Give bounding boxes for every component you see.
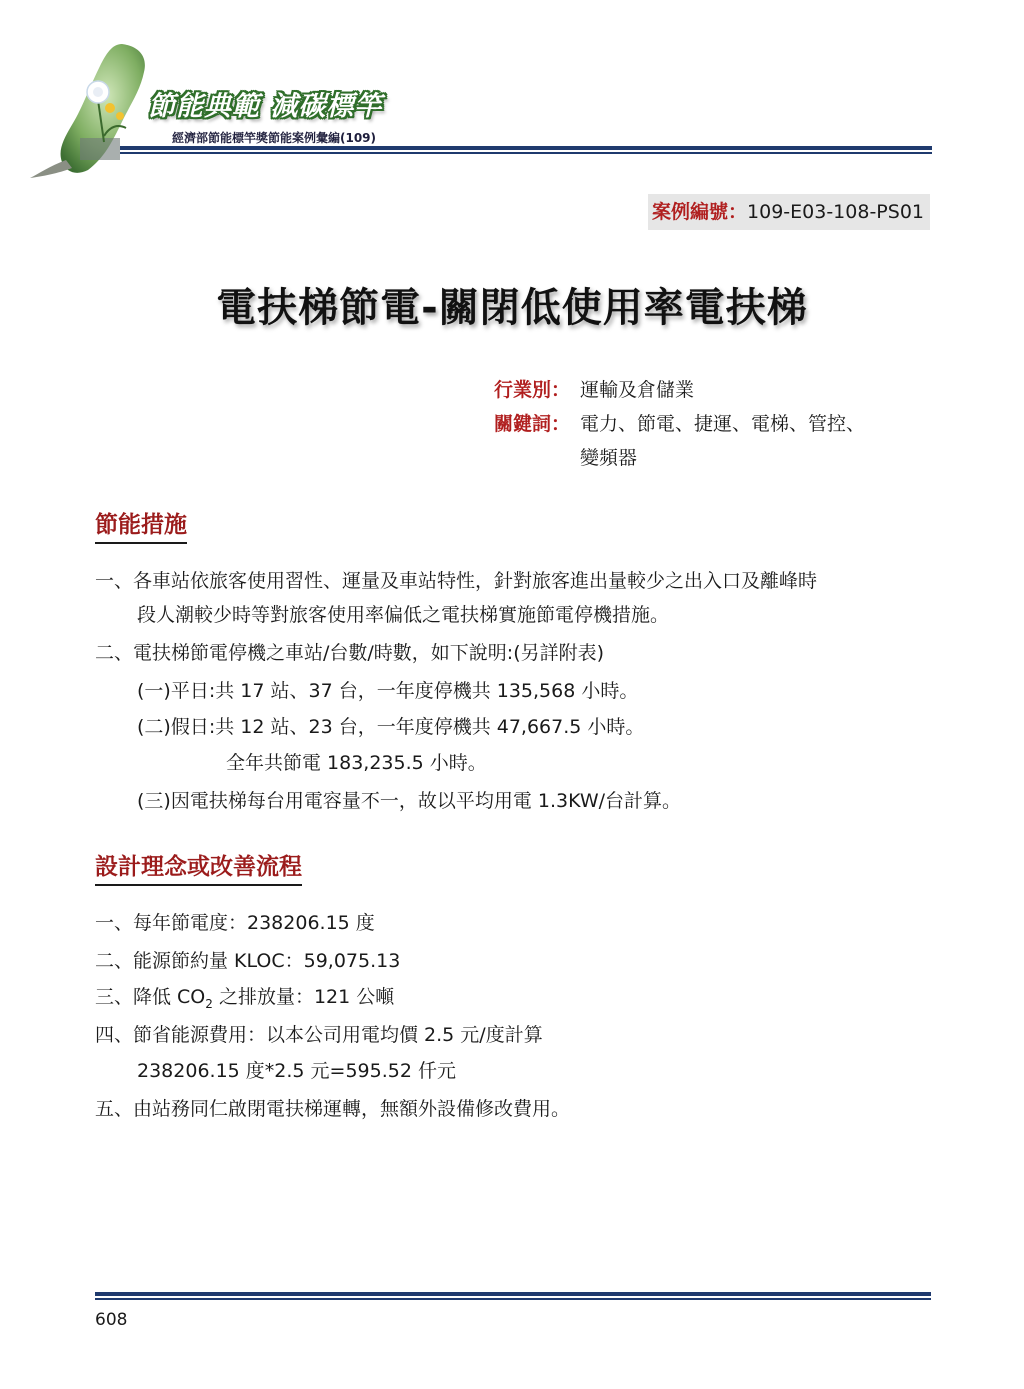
case-meta bbox=[494, 373, 865, 475]
header-subtitle: 經濟部節能標竿獎節能案例彙編(109) bbox=[172, 131, 377, 145]
measure-item-2-total: 全年共節電 183,235.5 小時。 bbox=[226, 752, 487, 774]
industry-value: 運輸及倉儲業 bbox=[580, 379, 695, 401]
design-item-3 bbox=[95, 982, 394, 1011]
design-item-1: 一、每年節電度：238206.15 度 bbox=[95, 912, 375, 934]
keywords-value-line1: 電力、節電、捷運、電梯、管控、 bbox=[580, 413, 866, 435]
design-item-3-prefix: 三、降低 CO bbox=[95, 986, 206, 1008]
industry-label: 行業別： bbox=[494, 379, 571, 401]
case-number-label: 案例編號： bbox=[652, 201, 748, 223]
page-number: 608 bbox=[95, 1310, 128, 1330]
measure-item-1-line2: 段人潮較少時等對旅客使用率偏低之電扶梯實施節電停機措施。 bbox=[137, 604, 670, 626]
case-number-box bbox=[648, 194, 930, 230]
measure-item-2: 二、電扶梯節電停機之車站/台數/時數，如下說明:(另詳附表) bbox=[95, 642, 605, 664]
design-item-2: 二、能源節約量 KLOC：59,075.13 bbox=[95, 950, 401, 972]
measure-item-2c: (三)因電扶梯每台用電容量不一，故以平均用電 1.3KW/台計算。 bbox=[137, 790, 682, 812]
co2-subscript: 2 bbox=[205, 996, 213, 1011]
case-number-value: 109-E03-108-PS01 bbox=[747, 201, 924, 223]
measure-item-2b: (二)假日:共 12 站、23 台，一年度停機共 47,667.5 小時。 bbox=[137, 716, 645, 738]
industry-row bbox=[494, 373, 865, 407]
keywords-row bbox=[494, 407, 865, 441]
section-heading-measures: 節能措施 bbox=[95, 506, 187, 544]
page-title: 電扶梯節電-關閉低使用率電扶梯 bbox=[216, 285, 808, 331]
design-item-4: 四、節省能源費用：以本公司用電均價 2.5 元/度計算 bbox=[95, 1024, 543, 1046]
measure-item-2a: (一)平日:共 17 站、37 台，一年度停機共 135,568 小時。 bbox=[137, 680, 639, 702]
section-heading-design: 設計理念或改善流程 bbox=[95, 848, 302, 886]
design-item-3-suffix: 之排放量：121 公噸 bbox=[212, 986, 395, 1008]
header-title: 節能典範 減碳標竿 bbox=[148, 91, 383, 122]
measure-item-1-line1: 一、各車站依旅客使用習性、運量及車站特性，針對旅客進出量較少之出入口及離峰時 bbox=[95, 570, 818, 592]
design-item-4-calc: 238206.15 度*2.5 元=595.52 仟元 bbox=[137, 1060, 456, 1082]
keywords-value-line2: 變頻器 bbox=[580, 447, 638, 469]
keywords-label: 關鍵詞： bbox=[494, 413, 571, 435]
design-item-5: 五、由站務同仁啟閉電扶梯運轉，無額外設備修改費用。 bbox=[95, 1098, 571, 1120]
footer-divider bbox=[95, 1292, 931, 1300]
header-divider bbox=[120, 146, 932, 154]
